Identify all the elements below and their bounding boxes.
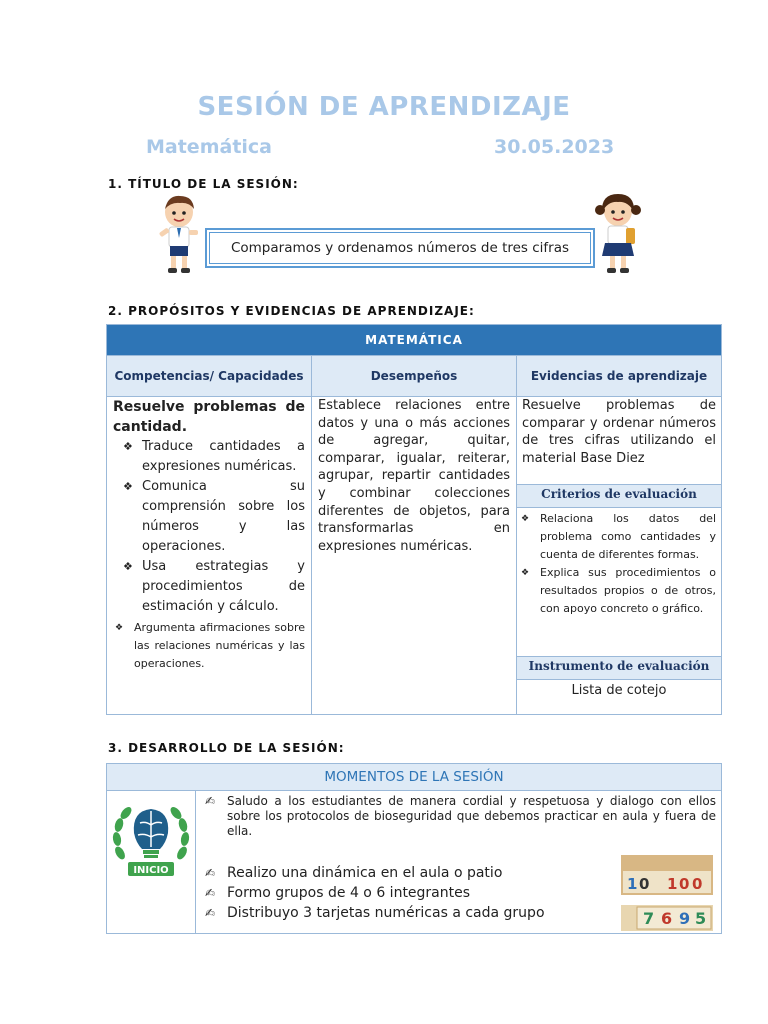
competencia-title: Resuelve problemas de cantidad. bbox=[113, 399, 305, 435]
desempenos-cell bbox=[312, 397, 517, 715]
list-item: ❖ Usa estrategias y procedimientos de estimación y cálculo. bbox=[123, 559, 305, 614]
session-title: Comparamos y ordenamos números de tres cifras bbox=[209, 232, 591, 264]
area-header: MATEMÁTICA bbox=[107, 325, 722, 356]
list-item: ❖ Traduce cantidades a expresiones numéricas. bbox=[123, 439, 305, 474]
diamond-bullet-icon: ❖ bbox=[123, 480, 133, 493]
number-cards-image bbox=[619, 853, 715, 933]
section-2-heading: 2. PROPÓSITOS Y EVIDENCIAS DE APRENDIZAJE: bbox=[108, 304, 475, 318]
list-item: ❖ Argumenta afirmaciones sobre las relaciones numéricas y las operaciones. bbox=[115, 621, 305, 670]
brain-lightbulb-icon bbox=[108, 793, 194, 885]
svg-text:1: 1 bbox=[667, 875, 678, 893]
date-label: 30.05.2023 bbox=[494, 136, 615, 158]
inicio-content-cell bbox=[196, 791, 722, 934]
subject-label: Matemática bbox=[146, 136, 272, 158]
evidencias-cell bbox=[517, 397, 722, 715]
list-item: ❖ Comunica su comprensión sobre los números y las operaciones. bbox=[123, 479, 305, 554]
svg-text:0: 0 bbox=[679, 875, 690, 893]
development-table bbox=[106, 763, 722, 934]
girl-illustration bbox=[592, 190, 644, 278]
instrumento-header: Instrumento de evaluación bbox=[517, 656, 721, 680]
competencias-cell bbox=[107, 397, 312, 715]
pencil-bullet-icon: ✍ bbox=[205, 866, 216, 880]
svg-text:5: 5 bbox=[695, 909, 707, 928]
inicio-cell bbox=[107, 791, 196, 934]
list-item: ❖ Explica sus procedimientos o resultados propios o de otros, con apoyo concreto o gráfico. bbox=[521, 566, 717, 615]
col-header-evidencias: Evidencias de aprendizaje bbox=[517, 356, 722, 397]
evidencia-text: Resuelve problemas de comparar y ordenar números de tres cifras utilizando el material Base Diez bbox=[522, 398, 717, 466]
svg-text:6: 6 bbox=[661, 909, 673, 928]
page-title: SESIÓN DE APRENDIZAJE bbox=[197, 92, 571, 122]
svg-text:1: 1 bbox=[627, 875, 638, 893]
svg-text:7: 7 bbox=[643, 909, 655, 928]
desempeno-text: Establece relaciones entre datos y una o más acciones de agregar, quitar, comparar, igualar, reiterar, agrupar, repartir cantidades y combinar colecciones diferentes de objetos, para transformarlas en expresiones numéricas. bbox=[318, 398, 510, 554]
diamond-bullet-icon: ❖ bbox=[115, 623, 124, 633]
criterios-list bbox=[517, 508, 721, 656]
svg-text:9: 9 bbox=[679, 909, 691, 928]
col-header-desempenos: Desempeños bbox=[312, 356, 517, 397]
list-item: ✍ Realizo una dinámica en el aula o patio bbox=[205, 865, 503, 881]
session-title-box bbox=[205, 228, 595, 268]
inicio-label: INICIO bbox=[133, 865, 169, 876]
diamond-bullet-icon: ❖ bbox=[123, 560, 133, 573]
list-item: ✍ Distribuyo 3 tarjetas numéricas a cada grupo bbox=[205, 905, 545, 921]
section-1-heading: 1. TÍTULO DE LA SESIÓN: bbox=[108, 177, 299, 191]
criterios-header: Criterios de evaluación bbox=[517, 484, 721, 508]
diamond-bullet-icon: ❖ bbox=[521, 514, 530, 524]
capacidades-list bbox=[113, 437, 305, 617]
diamond-bullet-icon: ❖ bbox=[123, 440, 133, 453]
intro-text: Saludo a los estudiantes de manera cordial y respetuosa y dialogo con ellos sobre los protocolos de bioseguridad que debemos practicar en aula y fuera de ella. bbox=[227, 794, 717, 838]
capacidades-list-small bbox=[113, 619, 305, 673]
purposes-table bbox=[106, 324, 722, 715]
list-item bbox=[201, 794, 716, 839]
section-3-heading: 3. DESARROLLO DE LA SESIÓN: bbox=[108, 741, 345, 755]
pencil-bullet-icon: ✍ bbox=[205, 886, 216, 900]
boy-illustration bbox=[156, 192, 202, 276]
svg-text:0: 0 bbox=[692, 875, 703, 893]
instrumento-text: Lista de cotejo bbox=[571, 683, 667, 698]
col-header-competencias: Competencias/ Capacidades bbox=[107, 356, 312, 397]
pencil-bullet-icon: ✍ bbox=[205, 794, 216, 808]
list-item: ❖ Relaciona los datos del problema como cantidades y cuenta de diferentes formas. bbox=[521, 512, 717, 561]
pencil-bullet-icon: ✍ bbox=[205, 906, 216, 920]
list-item: ✍ Formo grupos de 4 o 6 integrantes bbox=[205, 885, 471, 901]
momentos-header: MOMENTOS DE LA SESIÓN bbox=[107, 764, 722, 791]
svg-text:0: 0 bbox=[639, 875, 650, 893]
diamond-bullet-icon: ❖ bbox=[521, 568, 530, 578]
